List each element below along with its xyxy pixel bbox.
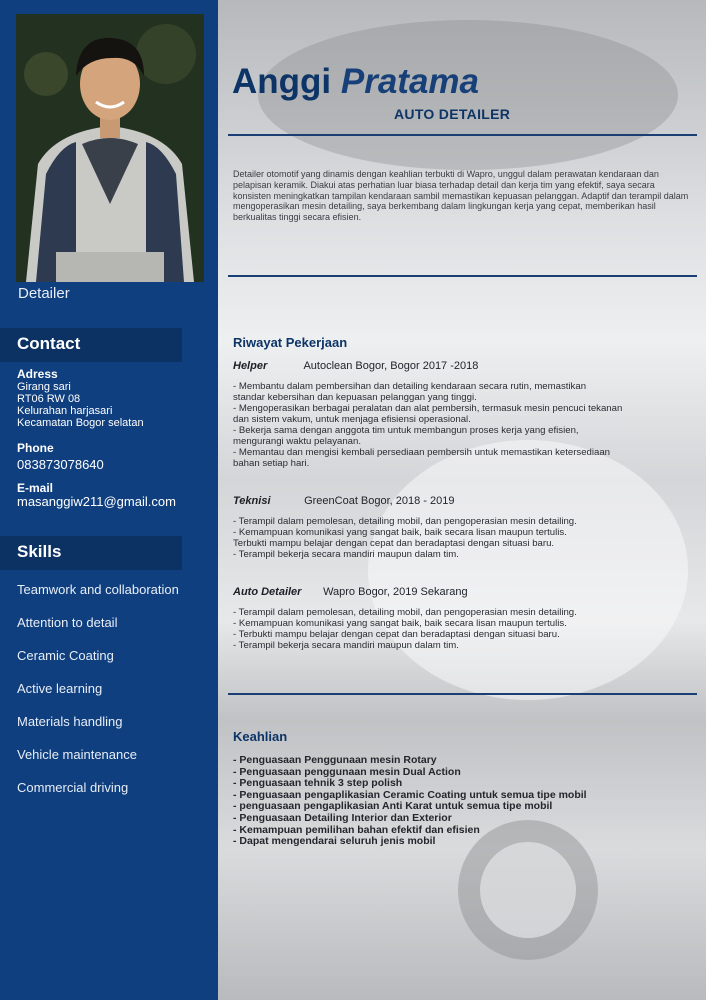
job-point: - Terbukti mampu belajar dengan cepat dan beradaptasi dengan situasi baru. [233,629,560,640]
divider [228,134,697,136]
expertise-item: - Dapat mengendarai seluruh jenis mobil [233,835,436,848]
skills-heading-bar [0,536,182,570]
expertise-item: - Penguasaan Detailing Interior dan Exterior [233,811,452,824]
skill-item: Materials handling [17,714,123,729]
job-place: GreenCoat Bogor, 2018 - 2019 [304,495,455,507]
skill-item: Teamwork and collaboration [17,582,179,597]
divider [228,693,697,695]
job-point: - Terampil bekerja secara mandiri maupun dalam tim. [233,640,459,651]
job-point: - Terampil dalam pemolesan, detailing mobil, dan pengoperasian mesin detailing. [233,607,577,618]
job-place: Autoclean Bogor, Bogor 2017 -2018 [303,360,479,372]
phone-value: 083873078640 [17,457,104,472]
skill-item: Commercial driving [17,780,129,795]
job-entry [233,495,695,560]
job-point: - Membantu dalam pembersihan dan detailing kendaraan secara rutin, memastikan [233,381,587,392]
phone-label: Phone [17,441,54,455]
profile-subtitle: Detailer [18,285,70,302]
expertise-item: - Kemampuan pemilihan bahan efektif dan efisien [233,823,480,836]
job-title: Helper [233,360,268,372]
job-point: standar kebersihan dan kepuasan pelanggan yang tinggi. [233,392,477,403]
job-points [233,516,695,560]
expertise-item: - Penguasaan tehnik 3 step polish [233,777,403,790]
job-point: dan sistem vakum, untuk menjaga efisiensi operasional. [233,414,471,425]
expertise-heading: Keahlian [233,729,288,744]
skill-item: Ceramic Coating [17,648,114,663]
job-role: AUTO DETAILER [394,106,511,122]
full-name [232,62,479,102]
job-title: Auto Detailer [233,586,302,598]
job-point: mengurangi waktu pelayanan. [233,436,362,447]
person-portrait-icon [16,14,204,282]
job-point: - Terampil dalam pemolesan, detailing mobil, dan pengoperasian mesin detailing. [233,516,577,527]
job-point: - Terampil bekerja secara mandiri maupun dalam tim. [233,549,459,560]
email-value: masanggiw211@gmail.com [17,494,176,509]
expertise-item: - Penguasaan Penggunaan mesin Rotary [233,754,437,766]
sidebar [0,0,218,1000]
job-points [233,607,695,651]
job-point: bahan setiap hari. [233,458,310,469]
job-point: - Kemampuan komunikasi yang sangat baik, baik secara lisan maupun tertulis. [233,527,567,538]
job-point: Terbukti mampu belajar dengan cepat dan beradaptasi dengan situasi baru. [233,538,555,549]
skills-heading: Skills [17,542,62,561]
job-point: - Mengoperasikan berbagai peralatan dan alat pembersih, termasuk mesin pencuci tekanan [233,403,623,414]
divider [228,275,697,277]
job-title: Teknisi [233,495,271,507]
contact-heading-bar [0,328,182,362]
skill-item: Attention to detail [17,615,118,630]
job-entry [233,586,695,651]
skill-item: Vehicle maintenance [17,747,137,762]
expertise-item: - penguasaan pengaplikasian Anti Karat untuk semua tipe mobil [233,800,553,813]
profile-summary: Detailer otomotif yang dinamis dengan keahlian terbukti di Wapro, unggul dalam perawatan kendaraan dan pelapisan keramik. Diakui atas perhatian luar biasa terhadap detail dan kerja tim yang efektif, saya secara konsisten meningkatkan tampilan kendaraan sambil memastikan kepuasan pelanggan. Adaptif dan terampil dalam mengoperasikan mesin detailing, saya berkembang dalam lingkungan kerja yang cepat, memberikan hasil berkualitas tinggi secara efisien. [233,169,689,223]
expertise-item: - Penguasaan pengaplikasian Ceramic Coating untuk semua tipe mobil [233,788,587,801]
profile-photo [16,14,204,282]
job-point: - Kemampuan komunikasi yang sangat baik, baik secara lisan maupun tertulis. [233,618,567,629]
job-place: Wapro Bogor, 2019 Sekarang [323,586,468,598]
first-name: Anggi [232,62,332,101]
email-label: E-mail [17,481,54,495]
expertise-item: - Penguasaan penggunaan mesin Dual Action [233,765,461,778]
experience-heading: Riwayat Pekerjaan [233,335,348,350]
skills-list [17,579,207,810]
job-point: - Memantau dan mengisi kembali persediaan pembersih untuk memastikan ketersediaan [233,447,611,458]
expertise-list [233,755,587,848]
job-point: - Bekerja sama dengan anggota tim untuk membangun proses kerja yang efisien, [233,425,579,436]
address-value: Girang sari RT06 RW 08 Kelurahan harjasari Kecamatan Bogor selatan [17,381,144,429]
address-label: Adress [17,367,58,381]
contact-heading: Contact [17,334,81,353]
skill-item: Active learning [17,681,103,696]
job-entry [233,360,695,469]
last-name: Pratama [340,62,480,101]
job-points [233,381,695,469]
